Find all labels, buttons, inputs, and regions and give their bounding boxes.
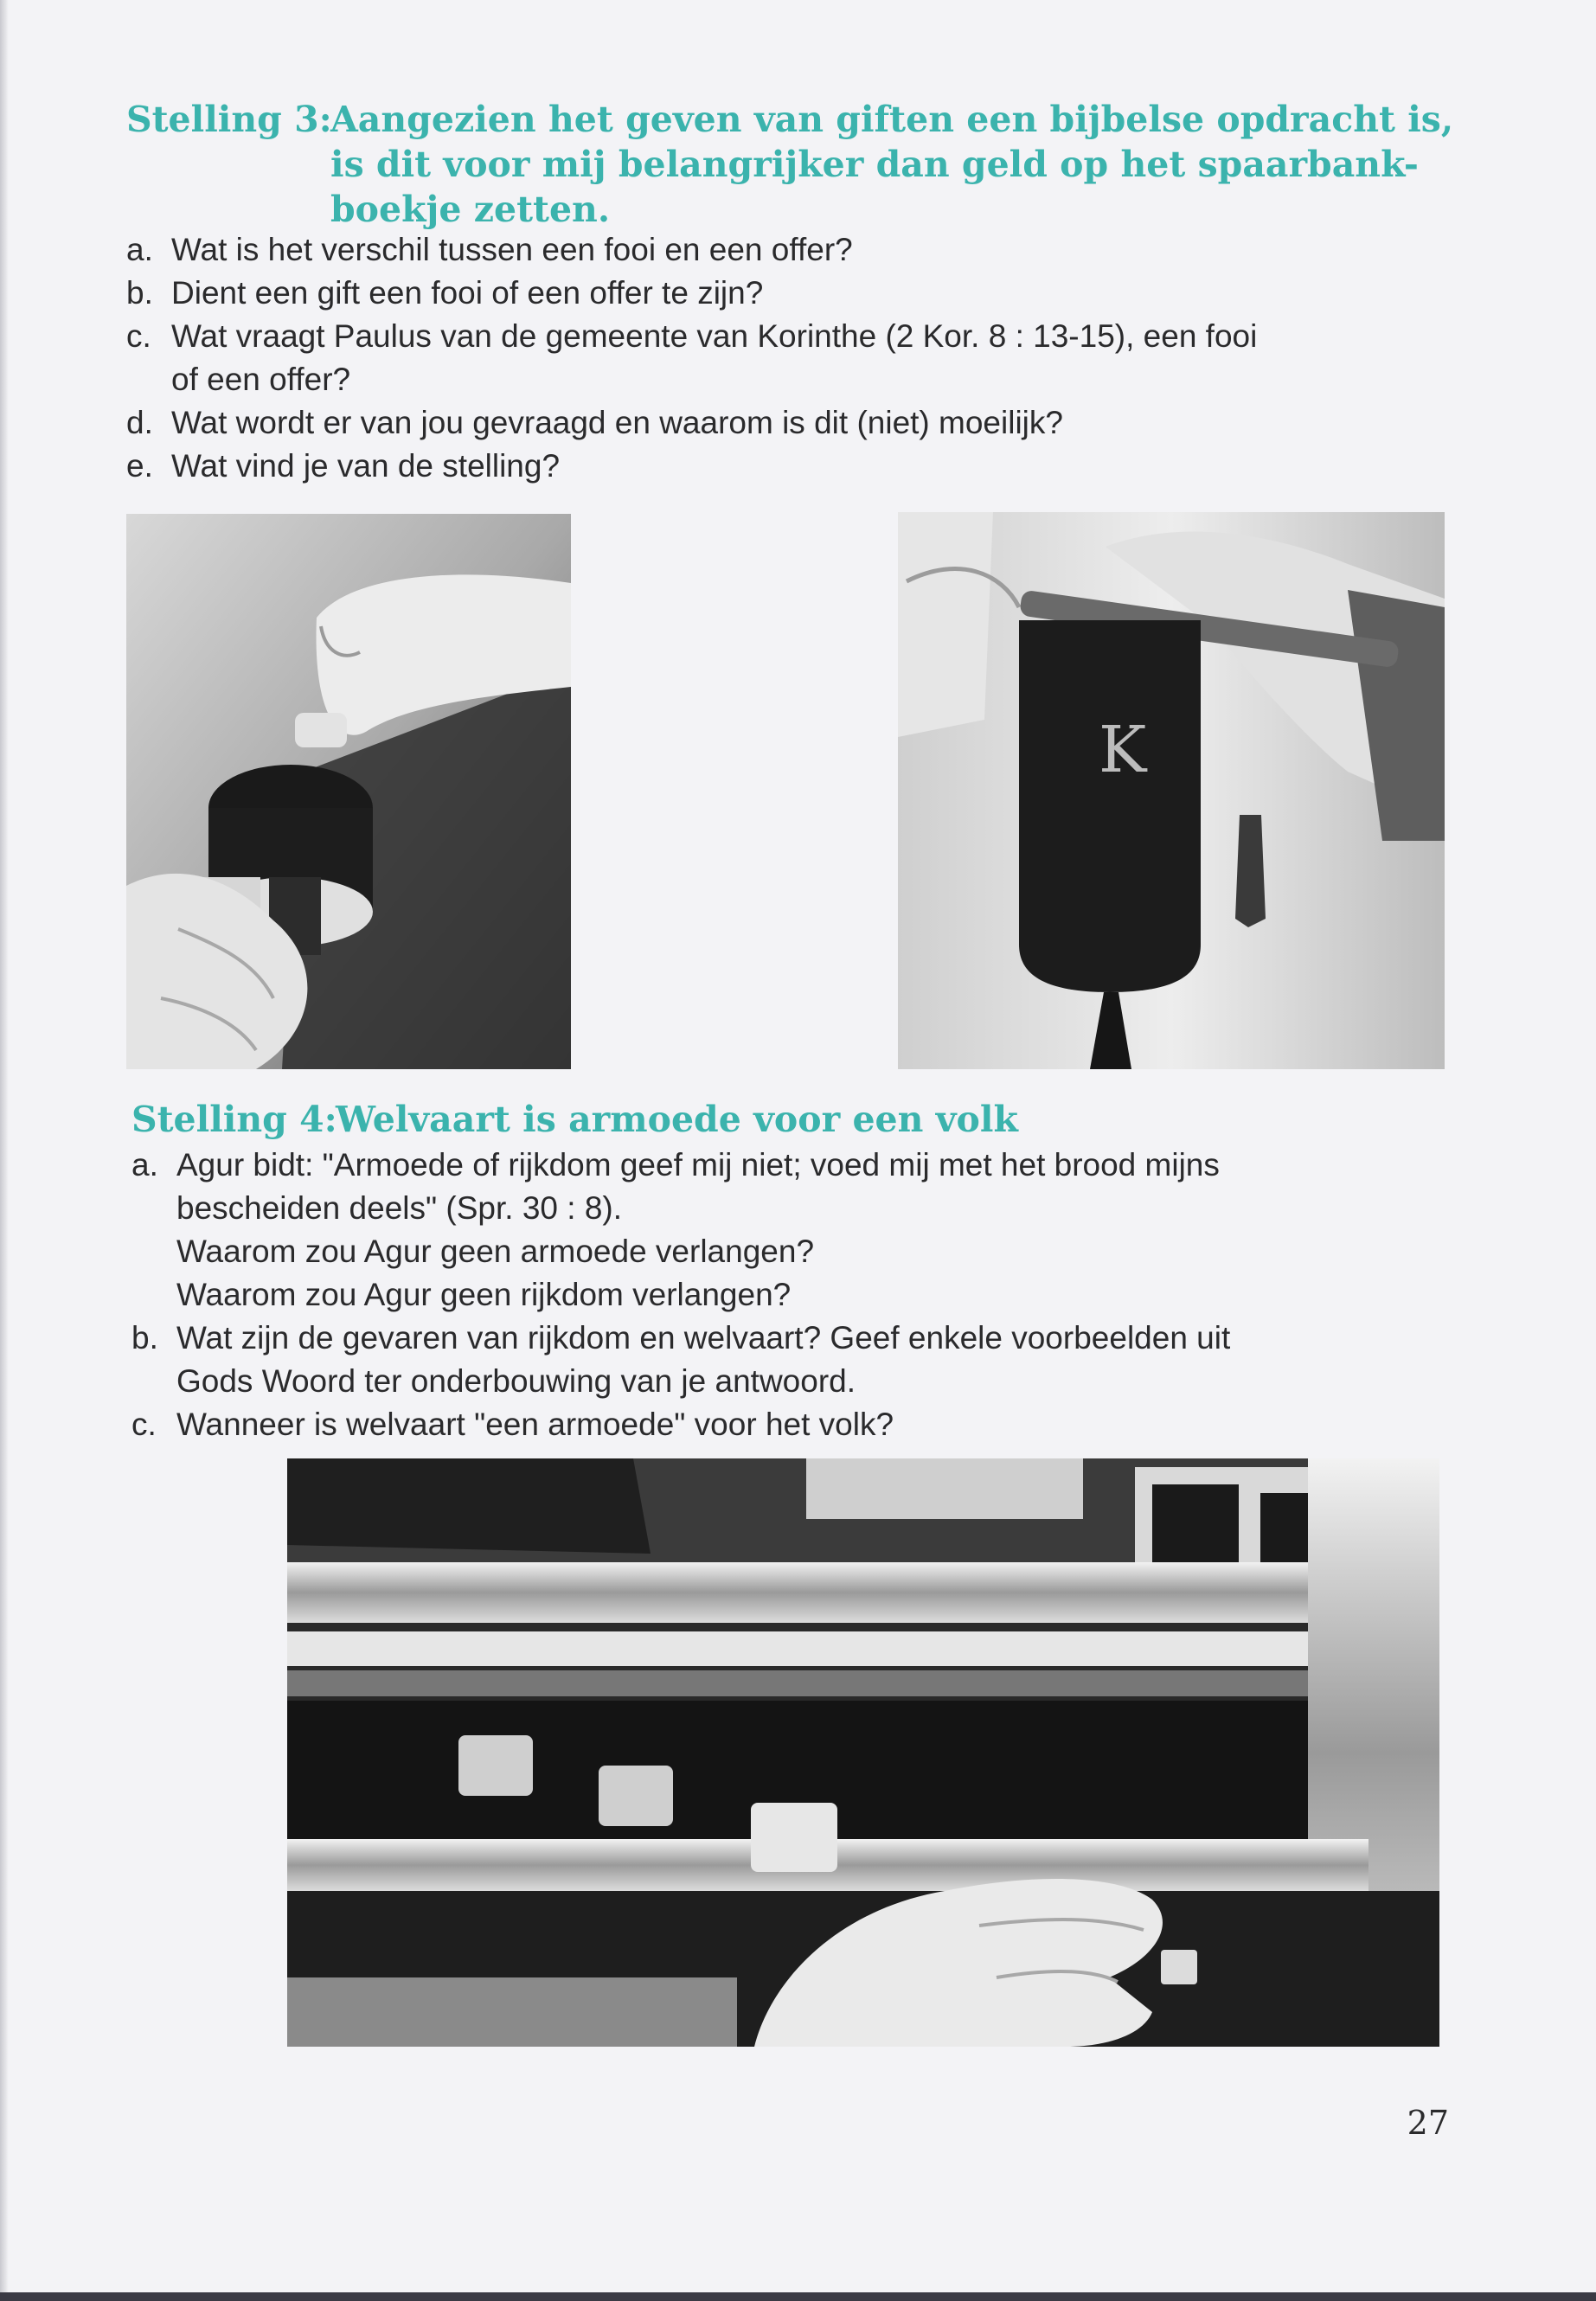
question-item (131, 1144, 1481, 1317)
question-letter: a. (126, 232, 153, 267)
stelling-4-heading (131, 1097, 1464, 1142)
stelling-3-title-line: boekje zetten. (330, 189, 611, 230)
question-text: Waarom zou Agur geen armoede verlangen? (176, 1234, 815, 1269)
question-text: of een offer? (171, 362, 351, 397)
question-letter: c. (131, 1407, 157, 1442)
stelling-3-title (330, 97, 1453, 232)
question-text: Wat vraagt Paulus van de gemeente van Korinthe (2 Kor. 8 : 13-15), een fooi (171, 318, 1258, 354)
question-letter: b. (126, 275, 153, 311)
question-text: Dient een gift een fooi of een offer te zijn? (171, 275, 764, 311)
question-letter: b. (131, 1320, 158, 1356)
photo-jukebox (287, 1458, 1439, 2047)
question-text: Wat vind je van de stelling? (171, 448, 561, 484)
stelling-3-title-line: Aangezien het geven van giften een bijbelse opdracht is, (330, 99, 1454, 140)
photo-coin-collection-box (126, 514, 571, 1069)
stelling-4-questions (131, 1144, 1481, 1446)
question-text: Wanneer is welvaart "een armoede" voor het volk? (176, 1407, 894, 1442)
stelling-3-title-line: is dit voor mij belangrijker dan geld op het spaarbank- (330, 144, 1419, 185)
question-text: bescheiden deels" (Spr. 30 : 8). (176, 1190, 623, 1226)
question-text: Agur bidt: "Armoede of rijkdom geef mij niet; voed mij met het brood mijns (176, 1147, 1220, 1183)
page-shadow-edge (0, 0, 9, 2301)
question-item (131, 1317, 1481, 1403)
question-text: Wat wordt er van jou gevraagd en waarom is dit (niet) moeilijk? (171, 405, 1063, 440)
stelling-4-label: Stelling 4: (131, 1099, 337, 1140)
question-letter: a. (131, 1147, 158, 1183)
stelling-4-title: Welvaart is armoede voor een volk (336, 1099, 1018, 1140)
question-item (131, 1403, 1481, 1446)
question-text: Wat is het verschil tussen een fooi en een offer? (171, 232, 853, 267)
question-letter: e. (126, 448, 153, 484)
page-bottom-edge (0, 2292, 1596, 2301)
question-item (126, 228, 1476, 272)
collection-bag-letter: K (1099, 713, 1147, 787)
question-item (126, 315, 1476, 401)
question-item (126, 272, 1476, 315)
question-item (126, 401, 1476, 445)
stelling-3-label: Stelling 3: (126, 99, 332, 140)
question-text: Wat zijn de gevaren van rijkdom en welvaart? Geef enkele voorbeelden uit (176, 1320, 1231, 1356)
question-text: Waarom zou Agur geen rijkdom verlangen? (176, 1277, 792, 1312)
photo-collection-bag (898, 512, 1445, 1069)
question-item (126, 445, 1476, 488)
question-letter: d. (126, 405, 153, 440)
stelling-3-questions (126, 228, 1476, 488)
stelling-3-heading (126, 97, 1458, 232)
question-letter: c. (126, 318, 151, 354)
page-number: 27 (1407, 2104, 1449, 2142)
question-text: Gods Woord ter onderbouwing van je antwoord. (176, 1363, 856, 1399)
